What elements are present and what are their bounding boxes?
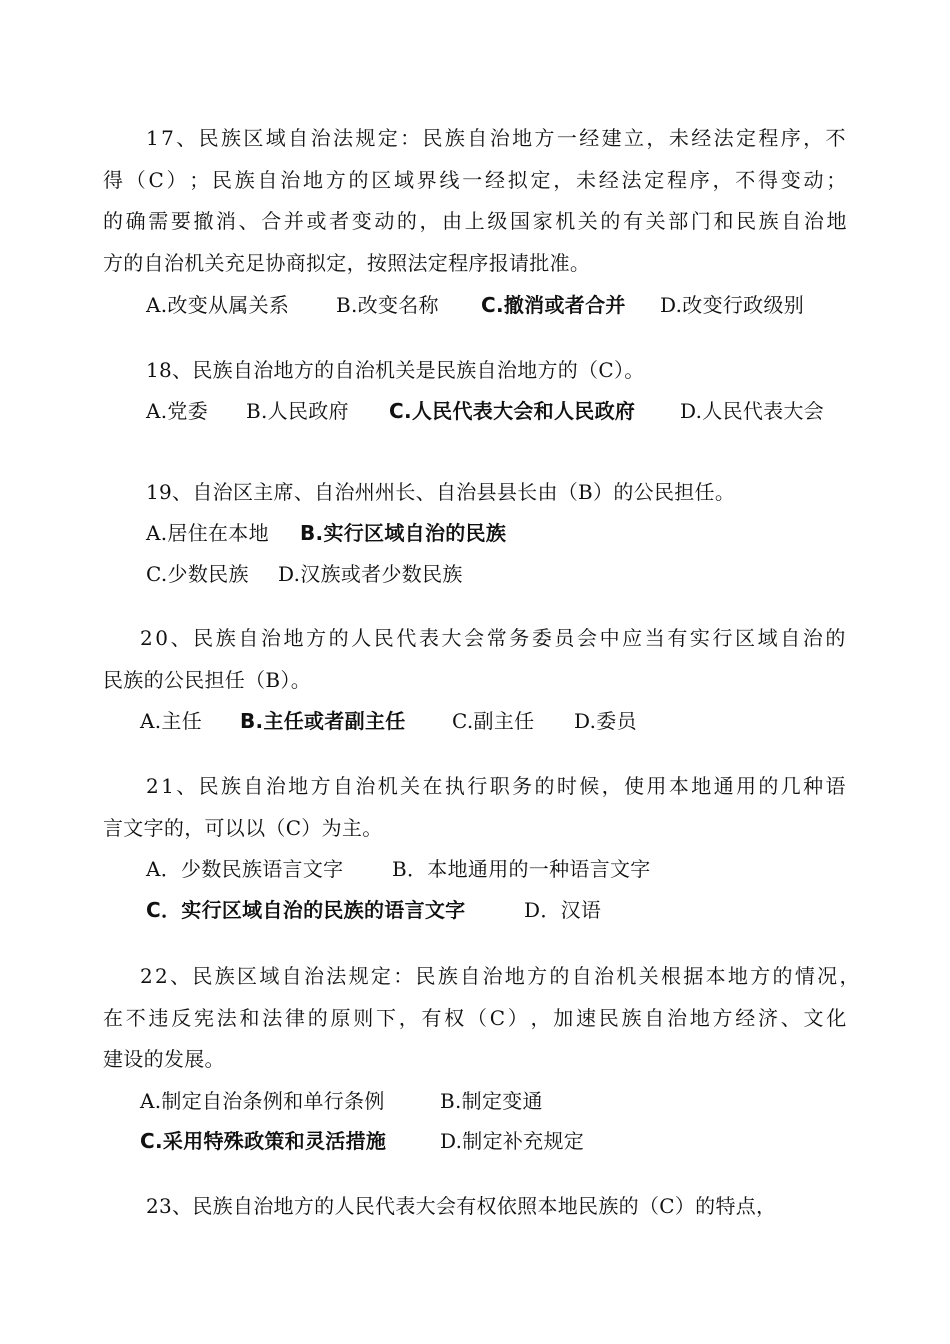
q17-option-c-answer: C.撤消或者合并 [481,293,626,317]
q21-option-a: A．少数民族语言文字 [146,857,344,881]
q18-option-d: D.人民代表大会 [680,399,825,423]
q21-option-c-answer: C．实行区域自治的民族的语言文字 [146,898,466,922]
q17-option-d: D.改变行政级别 [660,293,805,317]
q17-stem-line-3: 的 确 需 要 撤 消 、 合 并 或 者 变 动 的 ， 由 上 级 国 家 机 关 的 有 关 部 门 和 民 族 自 治 地 [103,209,847,233]
q20-stem-line-1: 2 0 、 民 族 自 治 地 方 的 人 民 代 表 大 会 常 务 委 员 会 中 应 当 有 实 行 区 域 自 治 的 [140,626,846,650]
q20-option-d: D.委员 [574,709,637,733]
q21-option-b: B．本地通用的一种语言文字 [392,857,651,881]
q22-stem-line-2: 在 不 违 反 宪 法 和 法 律 的 原 则 下 ， 有 权 （ C ） ， 加 速 民 族 自 治 地 方 经 济 、 文 化 [103,1006,847,1030]
q21-stem-line-1: 2 1 、 民 族 自 治 地 方 自 治 机 关 在 执 行 职 务 的 时 候 ， 使 用 本 地 通 用 的 几 种 语 [146,774,846,798]
q19-option-c: C.少数民族 [146,562,249,586]
q19-stem: 19、自治区主席、自治州州长、自治县县长由（B）的公民担任。 [146,480,736,504]
q17-option-b: B.改变名称 [336,293,439,317]
q20-stem-line-2: 民族的公民担任（B）。 [103,668,311,692]
q21-option-d: D．汉语 [524,898,602,922]
q22-option-b: B.制定变通 [440,1089,543,1113]
q21-stem-line-2: 言文字的，可以以（C）为主。 [103,816,383,840]
q20-option-c: C.副主任 [452,709,535,733]
q23-stem: 23、民族自治地方的人民代表大会有权依照本地民族的（C）的特点， [146,1194,777,1218]
q20-option-a: A.主任 [140,709,203,733]
q22-stem-line-3: 建设的发展。 [103,1047,225,1071]
q18-option-b: B.人民政府 [246,399,349,423]
q22-option-d: D.制定补充规定 [440,1129,585,1153]
q20-option-b-answer: B.主任或者副主任 [240,709,406,733]
q17-stem-line-4: 方的自治机关充足协商拟定，按照法定程序报请批准。 [103,251,591,275]
q19-option-d: D.汉族或者少数民族 [278,562,463,586]
q17-option-a: A.改变从属关系 [146,293,290,317]
q22-option-a: A.制定自治条例和单行条例 [140,1089,385,1113]
q19-option-a: A.居住在本地 [146,521,269,545]
q19-option-b-answer: B.实行区域自治的民族 [300,521,507,545]
q17-stem-line-1: 1 7 、 民 族 区 域 自 治 法 规 定 ： 民 族 自 治 地 方 一 经 建 立 ， 未 经 法 定 程 序 ， 不 [146,126,846,150]
q22-stem-line-1: 2 2 、 民 族 区 域 自 治 法 规 定 ： 民 族 自 治 地 方 的 自 治 机 关 根 据 本 地 方 的 情 况 ， [140,964,860,988]
q18-option-a: A.党委 [146,399,209,423]
q18-option-c-answer: C.人民代表大会和人民政府 [389,399,636,423]
q22-option-c-answer: C.采用特殊政策和灵活措施 [140,1129,387,1153]
q18-stem: 18、民族自治地方的自治机关是民族自治地方的（C）。 [146,358,645,382]
q17-stem-line-2: 得 （ C ） ； 民 族 自 治 地 方 的 区 域 界 线 一 经 拟 定 ， 未 经 法 定 程 序 ， 不 得 变 动 ； [103,168,847,192]
